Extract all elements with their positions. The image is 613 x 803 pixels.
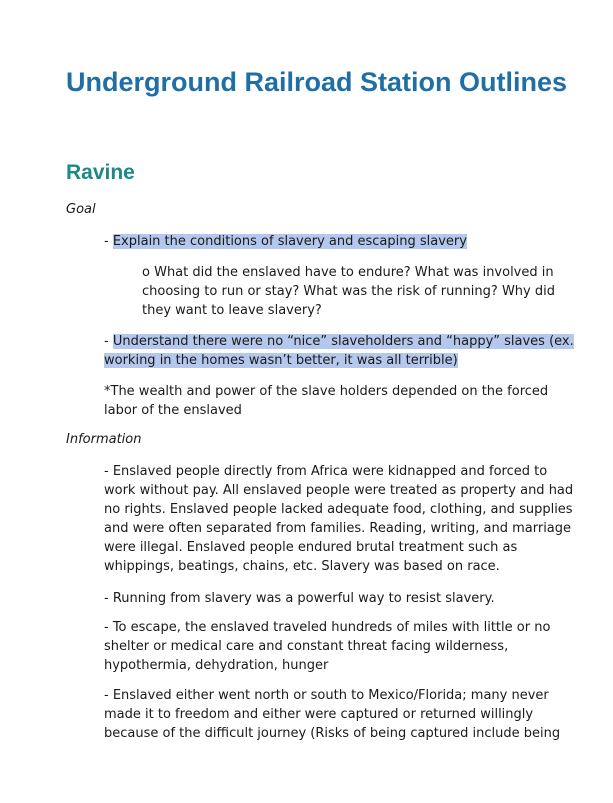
- section-heading: Ravine: [66, 161, 135, 184]
- information-paragraph-2: - Running from slavery was a powerful way to resist slavery.: [104, 591, 495, 606]
- information-label: Information: [66, 432, 142, 447]
- goal-sub-question: o What did the enslaved have to endure? What was involved in choosing to run or stay? What was the risk of running? Why did they want to leave slavery?: [142, 265, 555, 318]
- page-title: Underground Railroad Station Outlines: [66, 67, 568, 97]
- goal-bullet-2-dash: -: [104, 334, 113, 349]
- goal-bullet-2-text: Understand there were no “nice” slaveholders and “happy” slaves (ex. working in the homes wasn’t better, it was all terrible): [104, 334, 574, 368]
- goal-bullet-1-text: Explain the conditions of slavery and escaping slavery: [112, 234, 467, 249]
- goal-label: Goal: [66, 202, 96, 217]
- goal-bullet-1-dash: -: [104, 234, 113, 249]
- information-paragraph-4: - Enslaved either went north or south to Mexico/Florida; many never made it to freedom and either were captured or returned willingly because of the difficult journey (Risks of being captured include being: [104, 688, 561, 741]
- goal-bullet-2: [104, 332, 574, 370]
- information-paragraph-3: - To escape, the enslaved traveled hundreds of miles with little or no shelter or medical care and constant threat facing wilderness, hypothermia, dehydration, hunger: [104, 620, 551, 673]
- goal-bullet-1: [104, 232, 574, 251]
- goal-note: *The wealth and power of the slave holders depended on the forced labor of the enslaved: [104, 384, 549, 418]
- information-paragraph-1: - Enslaved people directly from Africa were kidnapped and forced to work without pay. All enslaved people were treated as property and had no rights. Enslaved people lacked adequate food, clothing, and supplies and were often separated from families. Reading, writing, and marriage were illegal. Enslaved people endured brutal treatment such as whippings, beatings, chains, etc. Slavery was based on race.: [104, 464, 574, 574]
